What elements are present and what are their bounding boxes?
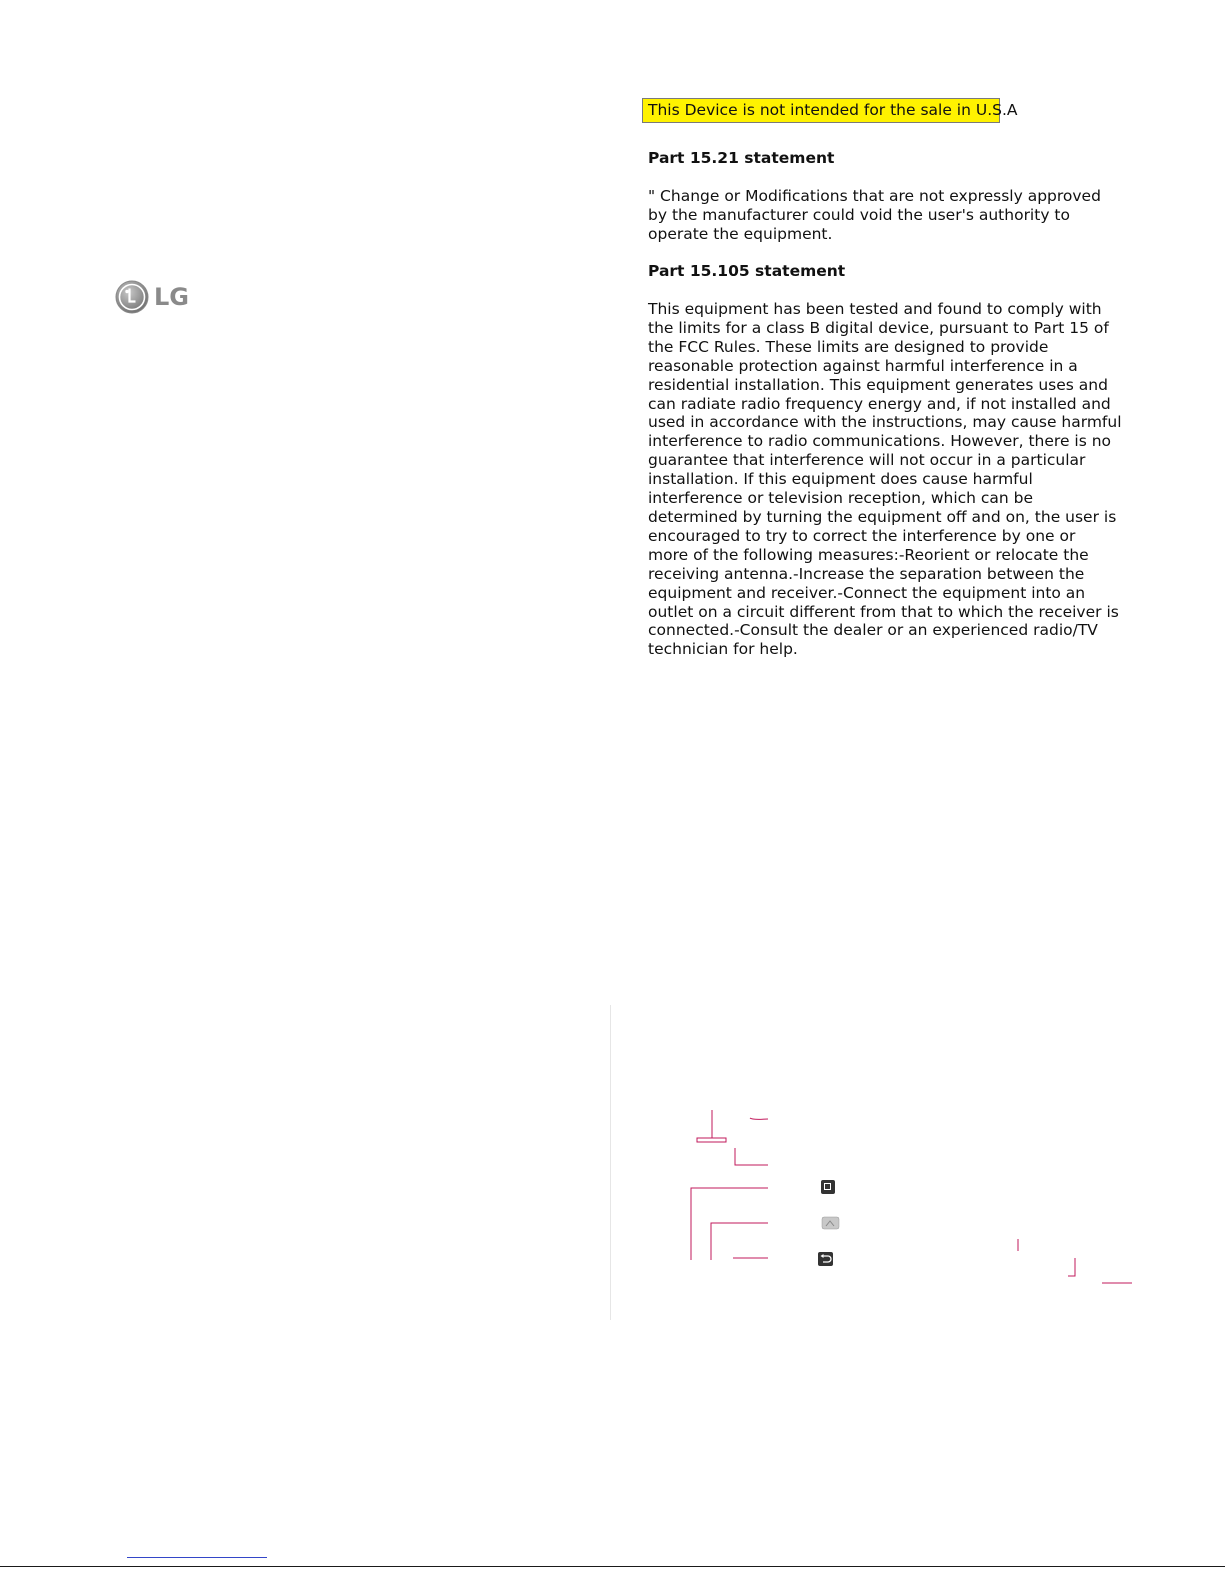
body-line: used in accordance with the instructions, may cause harmful	[648, 413, 1122, 432]
leader-line	[697, 1138, 726, 1142]
body-line: receiving antenna.-Increase the separation between the	[648, 564, 1085, 583]
leader-line	[735, 1148, 768, 1165]
body-line: connected.-Consult the dealer or an experienced radio/TV	[648, 621, 1098, 640]
body-line: by the manufacturer could void the user's authority to	[648, 205, 1070, 224]
leader-line	[691, 1188, 768, 1260]
leader-line	[1068, 1258, 1075, 1276]
body-line: residential installation. This equipment generates uses and	[648, 375, 1108, 394]
body-line: outlet on a circuit different from that to which the receiver is	[648, 602, 1119, 621]
menu-key-icon	[821, 1180, 835, 1194]
body-line: the limits for a class B digital device, pursuant to Part 15 of	[648, 318, 1109, 337]
body-line: guarantee that interference will not occur in a particular	[648, 451, 1086, 470]
part-15-105-heading: Part 15.105 statement	[648, 262, 846, 280]
part-15-21-heading: Part 15.21 statement	[648, 149, 835, 167]
usa-sale-notice: This Device is not intended for the sale in U.S.A	[642, 98, 1000, 123]
home-key-icon	[822, 1217, 839, 1229]
body-line: interference or television reception, which can be	[648, 489, 1034, 508]
body-line: interference to radio communications. However, there is no	[648, 432, 1112, 451]
back-key-icon	[818, 1252, 833, 1266]
page-bottom-rule	[0, 1566, 1225, 1567]
body-line: the FCC Rules. These limits are designed to provide	[648, 337, 1049, 356]
body-line: reasonable protection against harmful interference in a	[648, 356, 1078, 375]
body-line: encouraged to try to correct the interference by one or	[648, 526, 1076, 545]
body-line: This equipment has been tested and found to comply with	[648, 300, 1102, 318]
leader-line	[750, 1118, 768, 1119]
leader-lines	[691, 1110, 1132, 1283]
body-line: equipment and receiver.-Connect the equipment into an	[648, 583, 1086, 602]
body-line: " Change or Modifications that are not expressly approved	[648, 187, 1101, 205]
bottom-link-underline	[127, 1557, 267, 1558]
leader-line	[711, 1223, 768, 1260]
body-line: determined by turning the equipment off and on, the user is	[648, 507, 1117, 526]
body-line: more of the following measures:-Reorient or relocate the	[648, 545, 1089, 564]
body-line: installation. If this equipment does cause harmful	[648, 470, 1033, 489]
body-line: technician for help.	[648, 640, 798, 659]
body-line: can radiate radio frequency energy and, if not installed and	[648, 394, 1111, 413]
lg-logo-text: LG	[154, 283, 189, 311]
body-line: operate the equipment.	[648, 224, 833, 243]
